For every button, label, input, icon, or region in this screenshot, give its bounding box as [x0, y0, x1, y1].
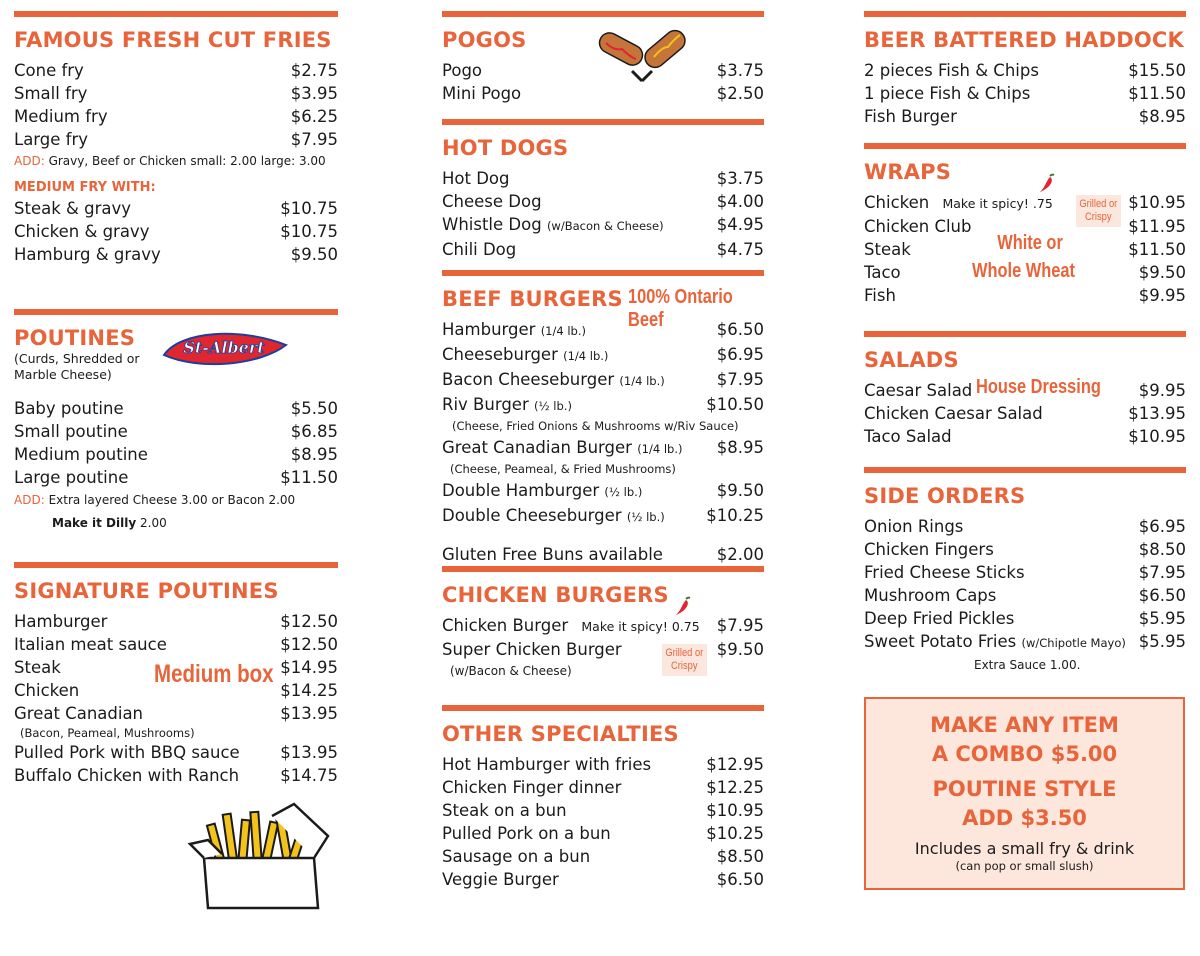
item-note: (w/Bacon & Cheese): [546, 219, 664, 233]
item-name: Double Hamburger: [442, 481, 600, 500]
item-name: Hamburg & gravy: [14, 245, 161, 264]
item-name: Gluten Free Buns available: [442, 545, 663, 564]
menu-item: [864, 561, 1186, 584]
item-name: Taco Salad: [864, 427, 952, 446]
menu-item: [442, 368, 764, 393]
menu-item: [442, 614, 764, 638]
section-title: FAMOUS FRESH CUT FRIES: [14, 28, 332, 52]
item-price: $3.75: [716, 169, 764, 188]
menu-item: [14, 443, 338, 466]
item-name: Large fry: [14, 130, 89, 149]
menu-item: [864, 515, 1186, 538]
menu-item: [864, 538, 1186, 561]
menu-item: [442, 504, 764, 529]
item-name: Chicken: [864, 193, 930, 212]
item-name: Bacon Cheeseburger: [442, 370, 615, 389]
item-price: $12.95: [706, 755, 764, 774]
section-title: POGOS: [442, 28, 527, 52]
add-text: Extra layered Cheese 3.00 or Bacon 2.00: [48, 493, 296, 507]
item-name: Large poutine: [14, 468, 129, 487]
item-note: (½ lb.): [604, 485, 643, 499]
grilled-or-crispy-badge: [1076, 195, 1121, 227]
item-note: (1/4 lb.): [619, 374, 665, 388]
item-name: Taco: [864, 263, 901, 282]
item-price: $12.25: [706, 778, 764, 797]
item-price: $6.85: [290, 422, 338, 441]
pogo-icon: [592, 23, 692, 91]
spicy-note: Make it spicy! .75: [942, 196, 1053, 211]
item-price: $10.95: [1128, 427, 1186, 446]
item-name: Hot Hamburger with fries: [442, 755, 652, 774]
item-note: (1/4 lb.): [540, 324, 586, 338]
item-price: $11.50: [1128, 240, 1186, 259]
item-price: $10.75: [280, 199, 338, 218]
item-name: Small fry: [14, 84, 88, 103]
add-text: Gravy, Beef or Chicken small: 2.00 large: 3.00: [48, 154, 326, 168]
item-price: $9.50: [290, 245, 338, 264]
section-divider: [864, 11, 1186, 17]
item-name: Chicken Fingers: [864, 540, 994, 559]
item-price: $7.95: [1138, 563, 1186, 582]
menu-item: [442, 845, 764, 868]
item-name: Cheeseburger: [442, 345, 558, 364]
menu-item: [864, 402, 1186, 425]
item-description: (Cheese, Peameal, & Fried Mushrooms): [450, 462, 676, 476]
add-note: [14, 492, 338, 508]
section-divider: [442, 11, 764, 17]
menu-item: [864, 105, 1186, 128]
item-name: Great Canadian Burger: [442, 438, 632, 457]
item-name: Super Chicken Burger: [442, 640, 622, 659]
item-name: Caesar Salad: [864, 381, 973, 400]
item-price: $2.00: [716, 545, 764, 564]
st-albert-logo: [160, 325, 290, 371]
subtitle-line: (Curds, Shredded or: [14, 351, 140, 366]
house-dressing-note: House Dressing: [976, 376, 1101, 398]
section-divider: [864, 143, 1186, 149]
section-title: CHICKEN BURGERS: [442, 583, 669, 607]
menu-item: [14, 82, 338, 105]
item-name: Cheese Dog: [442, 192, 542, 211]
section-poutines: [14, 309, 338, 531]
combo-includes: Includes a small fry & drink: [914, 839, 1135, 858]
combo-line: ADD $3.50: [962, 806, 1087, 830]
bread-line: Whole Wheat: [972, 260, 1075, 282]
menu-item: [442, 776, 764, 799]
item-price: $6.95: [1138, 517, 1186, 536]
item-name: Riv Burger: [442, 395, 529, 414]
item-name: Baby poutine: [14, 399, 124, 418]
fries-box-illustration: [186, 796, 336, 916]
section-divider: [864, 467, 1186, 473]
item-price: $5.95: [1138, 632, 1186, 651]
menu-item: [442, 543, 764, 566]
section-divider: [14, 309, 338, 315]
badge-line: Grilled or: [1079, 198, 1118, 210]
item-name: Steak & gravy: [14, 199, 132, 218]
item-price: $11.95: [1128, 217, 1186, 236]
badge-line: Crispy: [1085, 211, 1112, 223]
section-title: OTHER SPECIALTIES: [442, 722, 679, 746]
item-name: Chicken: [14, 681, 80, 700]
item-price: $2.50: [716, 84, 764, 103]
combo-offer-box: [864, 697, 1185, 890]
item-note: (1/4 lb.): [637, 442, 683, 456]
menu-item: [864, 191, 1186, 215]
combo-drink-note: (can pop or small slush): [955, 859, 1094, 873]
menu-item: [14, 420, 338, 443]
item-price: $11.50: [1128, 84, 1186, 103]
item-price: $12.50: [280, 612, 338, 631]
section-title: HOT DOGS: [442, 136, 569, 160]
menu-item: [14, 128, 338, 151]
item-price: $8.95: [716, 438, 764, 457]
item-name: Onion Rings: [864, 517, 964, 536]
grilled-or-crispy-badge: [662, 644, 707, 676]
item-price: $6.95: [716, 345, 764, 364]
item-name: Fish Burger: [864, 107, 957, 126]
item-price: $13.95: [280, 704, 338, 723]
menu-item: [14, 105, 338, 128]
section-chicken-burgers: [442, 566, 764, 679]
item-price: $11.50: [280, 468, 338, 487]
item-description: (Bacon, Peameal, Mushrooms): [20, 726, 195, 740]
menu-item: [442, 436, 764, 461]
extra-sauce-note: Extra Sauce 1.00.: [974, 658, 1081, 672]
item-price: $4.00: [716, 192, 764, 211]
item-price: $10.75: [280, 222, 338, 241]
menu-item: [864, 284, 1186, 307]
item-price: $3.75: [716, 61, 764, 80]
combo-line: POUTINE STYLE: [932, 777, 1117, 801]
badge-line: Grilled or: [665, 647, 704, 659]
dilly-label: Make it Dilly: [52, 516, 137, 530]
item-price: $10.95: [1128, 193, 1186, 212]
menu-item: [864, 82, 1186, 105]
item-name: Hot Dog: [442, 169, 510, 188]
section-haddock: [864, 11, 1186, 128]
item-price: $9.50: [716, 481, 764, 500]
item-name: Chicken & gravy: [14, 222, 150, 241]
item-name: 2 pieces Fish & Chips: [864, 61, 1039, 80]
section-other-specialties: [442, 705, 764, 891]
section-wraps: [864, 143, 1186, 307]
section-divider: [442, 270, 764, 276]
item-price: $5.50: [290, 399, 338, 418]
combo-line: MAKE ANY ITEM: [930, 713, 1119, 737]
item-name: Double Cheeseburger: [442, 506, 622, 525]
menu-item: [864, 584, 1186, 607]
item-price: $6.25: [290, 107, 338, 126]
item-note: (1/4 lb.): [563, 349, 609, 363]
item-name: Chicken Club: [864, 217, 972, 236]
menu-item: [442, 393, 764, 418]
menu-item: [442, 343, 764, 368]
item-name: Pulled Pork on a bun: [442, 824, 611, 843]
item-price: $7.95: [290, 130, 338, 149]
section-fries: [14, 11, 338, 266]
section-title: BEEF BURGERS: [442, 287, 623, 311]
item-name: Mini Pogo: [442, 84, 522, 103]
subtitle-line: Marble Cheese): [14, 367, 112, 382]
item-name: Buffalo Chicken with Ranch: [14, 766, 240, 785]
section-beef-burgers: [442, 270, 764, 566]
item-price: $4.75: [716, 240, 764, 259]
menu-item: [14, 59, 338, 82]
item-price: $9.95: [1138, 381, 1186, 400]
menu-item: [442, 638, 764, 661]
section-divider: [14, 11, 338, 17]
item-price: $8.50: [1138, 540, 1186, 559]
item-name: Small poutine: [14, 422, 128, 441]
spicy-note: Make it spicy! 0.75: [581, 619, 700, 634]
item-name: Steak: [864, 240, 911, 259]
item-price: $2.75: [290, 61, 338, 80]
dilly-price: 2.00: [140, 516, 167, 530]
ontario-beef-tag: 100% Ontario Beef: [628, 286, 733, 331]
section-title: WRAPS: [864, 160, 952, 184]
item-name: Sausage on a bun: [442, 847, 591, 866]
item-name: Chicken Caesar Salad: [864, 404, 1043, 423]
item-name: Veggie Burger: [442, 870, 559, 889]
item-price: $3.95: [290, 84, 338, 103]
item-price: $9.50: [1138, 263, 1186, 282]
menu-item: [442, 190, 764, 213]
menu-item: [14, 397, 338, 420]
section-title: POUTINES: [14, 326, 136, 350]
item-price: $13.95: [280, 743, 338, 762]
section-signature-poutines: [14, 562, 338, 787]
item-note: (w/Chipotle Mayo): [1021, 636, 1126, 650]
menu-item: [864, 607, 1186, 630]
section-divider: [442, 119, 764, 125]
item-price: $8.95: [290, 445, 338, 464]
item-price: $14.95: [280, 658, 338, 677]
item-price: $9.95: [1138, 286, 1186, 305]
item-name: Hamburger: [442, 320, 536, 339]
menu-item: [864, 630, 1186, 655]
item-name: Chicken Burger: [442, 616, 569, 635]
item-price: $6.50: [716, 320, 764, 339]
item-name: Pulled Pork with BBQ sauce: [14, 743, 240, 762]
badge-line: Crispy: [671, 660, 698, 672]
menu-item: [14, 702, 338, 725]
add-label: ADD:: [14, 493, 45, 507]
item-price: $5.95: [1138, 609, 1186, 628]
add-label: ADD:: [14, 154, 45, 168]
menu-item: [14, 243, 338, 266]
menu-item: [442, 753, 764, 776]
menu-item: [14, 220, 338, 243]
item-name: Cone fry: [14, 61, 84, 80]
item-price: $4.95: [716, 215, 764, 234]
item-price: $8.50: [716, 847, 764, 866]
menu-item: [14, 764, 338, 787]
item-name: Steak: [14, 658, 61, 677]
menu-item: [14, 197, 338, 220]
add-note: [14, 153, 338, 169]
item-price: $9.50: [716, 640, 764, 659]
bread-choice-note: [972, 229, 1075, 285]
menu-item: [442, 479, 764, 504]
menu-item: [442, 799, 764, 822]
menu-item: [14, 633, 338, 656]
item-price: $14.25: [280, 681, 338, 700]
item-price: $14.75: [280, 766, 338, 785]
item-name: Medium fry: [14, 107, 108, 126]
bread-line: White or: [997, 232, 1063, 254]
section-pogos: [442, 11, 764, 105]
item-name: Hamburger: [14, 612, 108, 631]
section-salads: [864, 331, 1186, 448]
item-price: $6.50: [1138, 586, 1186, 605]
section-title: BEER BATTERED HADDOCK: [864, 28, 1184, 52]
item-price: $7.95: [716, 616, 764, 635]
item-price: $10.25: [706, 506, 764, 525]
menu-item: [864, 59, 1186, 82]
item-price: $10.25: [706, 824, 764, 843]
item-name: Medium poutine: [14, 445, 148, 464]
subheading: MEDIUM FRY WITH:: [14, 180, 156, 195]
menu-item: [442, 868, 764, 891]
item-price: $12.50: [280, 635, 338, 654]
item-name: Mushroom Caps: [864, 586, 997, 605]
section-hot-dogs: [442, 119, 764, 261]
item-name: Steak on a bun: [442, 801, 567, 820]
section-divider: [864, 331, 1186, 337]
item-name: 1 piece Fish & Chips: [864, 84, 1031, 103]
menu-item: [442, 213, 764, 238]
item-name: Deep Fried Pickles: [864, 609, 1015, 628]
item-note: (½ lb.): [534, 399, 572, 413]
menu-item: [14, 610, 338, 633]
item-name: Fried Cheese Sticks: [864, 563, 1025, 582]
menu-item: [442, 238, 764, 261]
item-name: Chili Dog: [442, 240, 517, 259]
item-name: Chicken Finger dinner: [442, 778, 622, 797]
item-name: Sweet Potato Fries: [864, 632, 1017, 651]
item-price: $13.95: [1128, 404, 1186, 423]
item-name: Pogo: [442, 61, 483, 80]
menu-item: [864, 425, 1186, 448]
item-price: $6.50: [716, 870, 764, 889]
item-note: (½ lb.): [626, 510, 665, 524]
menu-item: [442, 167, 764, 190]
item-price: $15.50: [1128, 61, 1186, 80]
combo-line: A COMBO $5.00: [931, 742, 1118, 766]
item-name: Whistle Dog: [442, 215, 542, 234]
section-title: SIDE ORDERS: [864, 484, 1026, 508]
section-divider: [442, 566, 764, 572]
menu-item: [14, 466, 338, 489]
item-price: $7.95: [716, 370, 764, 389]
item-description: (Cheese, Fried Onions & Mushrooms w/Riv Sauce): [452, 419, 739, 433]
item-price: $10.50: [706, 395, 764, 414]
dilly-note: [14, 515, 338, 531]
section-title: SIGNATURE POUTINES: [14, 579, 279, 603]
item-price: $8.95: [1138, 107, 1186, 126]
item-name: Great Canadian: [14, 704, 144, 723]
item-name: Fish: [864, 286, 896, 305]
section-divider: [442, 705, 764, 711]
section-side-orders: [864, 467, 1186, 673]
section-divider: [14, 562, 338, 568]
menu-item: [442, 822, 764, 845]
item-price: $10.95: [706, 801, 764, 820]
item-description: (w/Bacon & Cheese): [450, 664, 572, 678]
menu-item: [14, 741, 338, 764]
medium-box-note: Medium box: [154, 660, 274, 688]
logo-text: St-Albert: [183, 338, 265, 357]
item-name: Italian meat sauce: [14, 635, 167, 654]
section-title: SALADS: [864, 348, 959, 372]
